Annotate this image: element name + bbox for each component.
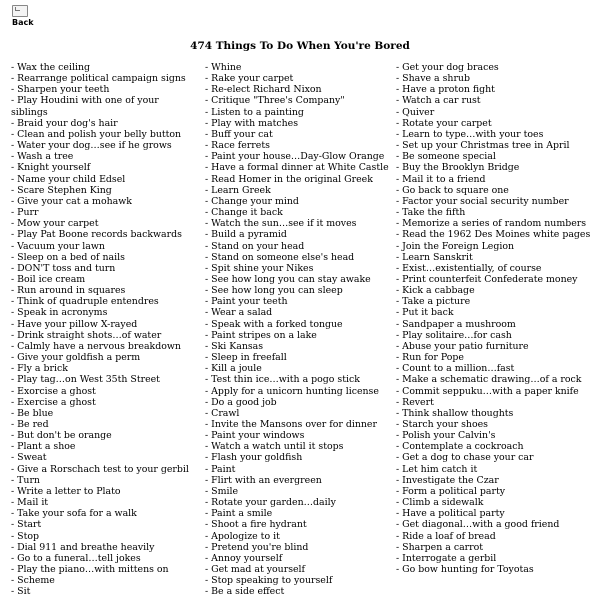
- list-item: - Turn: [11, 474, 40, 486]
- list-item: - Play tag…on West 35th Street: [11, 374, 160, 386]
- list-item: - Sharpen your teeth: [11, 84, 110, 96]
- list-item: - Learn Greek: [205, 184, 271, 196]
- list-item: - Drink straight shots…of water: [11, 329, 162, 341]
- list-item: - Watch the sun…see if it moves: [205, 218, 357, 230]
- list-item: - Kill a joule: [205, 363, 262, 375]
- list-item: - Read the 1962 Des Moines white pages: [396, 229, 591, 241]
- list-item: - Play the piano…with mittens on: [11, 564, 169, 576]
- list-item: - Learn Sanskrit: [396, 251, 473, 263]
- list-item: - Starch your shoes: [396, 419, 488, 430]
- list-item: - Apologize to it: [205, 530, 280, 542]
- list-item: - Take your sofa for a walk: [11, 508, 137, 520]
- list-item: - Spit shine your Nikes: [205, 262, 314, 274]
- list-item: - Wash a tree: [11, 151, 74, 163]
- list-item: - Calmly have a nervous breakdown: [11, 340, 181, 352]
- list-item: - Braid your dog's hair: [11, 117, 118, 129]
- list-item: - Race ferrets: [205, 140, 270, 152]
- list-item: - Commit seppuku…with a paper knife: [396, 385, 579, 397]
- list-item: - Speak with a forked tongue: [205, 318, 343, 330]
- list-item: - Exist…existentially, of course: [396, 262, 542, 274]
- list-item: - Stop speaking to yourself: [205, 575, 333, 587]
- list-item: - Get a dog to chase your car: [396, 452, 534, 464]
- list-item: - Mow your carpet: [11, 218, 99, 230]
- list-item: - Whine: [205, 62, 242, 73]
- list-item: - Factor your social security number: [396, 195, 569, 207]
- list-item: - Quiver: [396, 106, 435, 118]
- list-item: - Build a pyramid: [205, 229, 287, 241]
- list-item: - Clean and polish your belly button: [11, 128, 182, 140]
- list-item: - Sandpaper a mushroom: [396, 318, 516, 330]
- list-item: - Flirt with an evergreen: [205, 474, 322, 486]
- list-item: - Mail it: [11, 497, 49, 509]
- list-item: - Purr: [11, 207, 39, 219]
- list-item: - Give your cat a mohawk: [11, 195, 132, 207]
- list-item: - Shave a shrub: [396, 73, 470, 85]
- list-item: - Print counterfeit Confederate money: [396, 273, 578, 285]
- list-item: - Sleep in freefall: [205, 352, 287, 364]
- list-item: - Run around in squares: [11, 285, 126, 297]
- list-item: - Give your goldfish a perm: [11, 352, 141, 364]
- list-item: - Sharpen a carrot: [396, 541, 484, 553]
- list-item: - DON'T toss and turn: [11, 262, 116, 274]
- list-column-3: [396, 62, 596, 575]
- list-item: - Knight yourself: [11, 162, 91, 174]
- back-nav[interactable]: [12, 5, 34, 27]
- list-item: - Be a side effect: [205, 586, 285, 598]
- list-item: - Kick a cabbage: [396, 285, 475, 297]
- list-item: - Watch a car rust: [396, 95, 481, 107]
- list-item: - Re-elect Richard Nixon: [205, 84, 322, 96]
- list-item: - Paint: [205, 463, 236, 475]
- list-item: - Rotate your garden…daily: [205, 497, 336, 509]
- list-item: - Play solitaire…for cash: [396, 329, 512, 341]
- list-item: - Shoot a fire hydrant: [205, 519, 307, 531]
- list-item: - Get diagonal…with a good friend: [396, 519, 560, 531]
- list-item: - Water your dog…see if he grows: [11, 140, 172, 152]
- page-title: 474 Things To Do When You're Bored: [190, 40, 410, 52]
- list-item: - Paint your teeth: [205, 296, 288, 308]
- list-item: - Have a proton fight: [396, 84, 495, 96]
- list-item: - Run for Pope: [396, 352, 464, 364]
- list-item: - Exorcise a ghost: [11, 385, 96, 397]
- list-item: - Stand on someone else's head: [205, 251, 355, 263]
- list-item: - Invite the Mansons over for dinner: [205, 419, 377, 430]
- list-item: - Paint your windows: [205, 430, 305, 442]
- list-item: - Give a Rorschach test to your gerbil: [11, 463, 189, 475]
- list-item: - Get mad at yourself: [205, 564, 306, 576]
- list-item: - Speak in acronyms: [11, 307, 108, 319]
- list-item: - Play Houdini with one of your siblings: [11, 95, 159, 118]
- list-item: - Ride a loaf of bread: [396, 530, 496, 542]
- list-item: - Be red: [11, 419, 49, 430]
- list-item: - Polish your Calvin's: [396, 430, 496, 442]
- list-item: - Scheme: [11, 575, 55, 587]
- list-item: - Critique "Three's Company": [205, 95, 345, 107]
- list-item: - Be someone special: [396, 151, 496, 163]
- list-item: - Stop: [11, 530, 39, 542]
- list-item: - Go bow hunting for Toyotas: [396, 564, 534, 576]
- list-item: - Dial 911 and breathe heavily: [11, 541, 155, 553]
- list-item: - Apply for a unicorn hunting license: [205, 385, 379, 397]
- list-item: - Change your mind: [205, 195, 299, 207]
- list-item: - Investigate the Czar: [396, 474, 499, 486]
- list-item: - Do a good job: [205, 396, 277, 408]
- list-item: - Ski Kansas: [205, 340, 264, 352]
- list-item: - Set up your Christmas tree in April: [396, 140, 570, 152]
- list-item: - Test thin ice…with a pogo stick: [205, 374, 360, 386]
- list-item: - Crawl: [205, 407, 240, 419]
- list-item: - Stand on your head: [205, 240, 305, 252]
- list-item: - Join the Foreign Legion: [396, 240, 515, 252]
- list-item: - See how long you can sleep: [205, 285, 343, 297]
- list-item: - Vacuum your lawn: [11, 240, 105, 252]
- list-item: - Pretend you're blind: [205, 541, 309, 553]
- list-column-2: [205, 62, 390, 598]
- list-item: - Listen to a painting: [205, 106, 304, 118]
- list-item: - Go back to square one: [396, 184, 509, 196]
- list-item: - Have your pillow X-rayed: [11, 318, 138, 330]
- list-item: - Play with matches: [205, 117, 299, 129]
- list-item: - Watch a watch until it stops: [205, 441, 344, 453]
- list-item: - Have a formal dinner at White Castle: [205, 162, 389, 174]
- list-item: - Read Homer in the original Greek: [205, 173, 373, 185]
- list-item: - Play Pat Boone records backwards: [11, 229, 182, 241]
- list-item: - Buy the Brooklyn Bridge: [396, 162, 520, 174]
- list-item: - Put it back: [396, 307, 454, 319]
- list-item: - Wear a salad: [205, 307, 273, 319]
- list-item: - But don't be orange: [11, 430, 112, 442]
- list-item: - Abuse your patio furniture: [396, 340, 529, 352]
- list-item: - Flash your goldfish: [205, 452, 303, 464]
- list-item: - Buff your cat: [205, 128, 273, 140]
- list-item: - Make a schematic drawing…of a rock: [396, 374, 582, 386]
- list-item: - Think of quadruple entendres: [11, 296, 159, 308]
- list-item: - Write a letter to Plato: [11, 485, 121, 497]
- list-item: - Revert: [396, 396, 434, 408]
- back-icon[interactable]: [12, 5, 28, 17]
- list-item: - Start: [11, 519, 42, 531]
- list-item: - Let him catch it: [396, 463, 478, 475]
- list-item: - Sweat: [11, 452, 47, 464]
- list-item: - Rearrange political campaign signs: [11, 73, 186, 85]
- list-item: - Change it back: [205, 207, 283, 219]
- list-item: - Plant a shoe: [11, 441, 76, 453]
- list-item: - Scare Stephen King: [11, 184, 112, 196]
- list-item: - Be blue: [11, 407, 54, 419]
- list-item: - Sit: [11, 586, 31, 598]
- list-item: - Count to a million…fast: [396, 363, 515, 375]
- list-item: - Name your child Edsel: [11, 173, 126, 185]
- list-item: - Learn to type…with your toes: [396, 128, 544, 140]
- list-item: - Fly a brick: [11, 363, 68, 375]
- list-item: - Smile: [205, 485, 239, 497]
- list-item: - Form a political party: [396, 485, 506, 497]
- list-item: - See how long you can stay awake: [205, 273, 371, 285]
- list-item: - Boil ice cream: [11, 273, 86, 285]
- list-item: - Paint a smile: [205, 508, 273, 520]
- list-item: - Annoy yourself: [205, 552, 283, 564]
- list-item: - Think shallow thoughts: [396, 407, 514, 419]
- list-item: - Have a political party: [396, 508, 505, 520]
- list-item: - Take the fifth: [396, 207, 466, 219]
- list-item: - Paint stripes on a lake: [205, 329, 317, 341]
- list-item: - Climb a sidewalk: [396, 497, 484, 509]
- list-item: - Mail it to a friend: [396, 173, 486, 185]
- list-item: - Take a picture: [396, 296, 471, 308]
- list-item: - Get your dog braces: [396, 62, 499, 73]
- list-item: - Exercise a ghost: [11, 396, 96, 408]
- list-item: - Paint your house…Day-Glow Orange: [205, 151, 385, 163]
- list-item: - Wax the ceiling: [11, 62, 90, 73]
- list-item: - Interrogate a gerbil: [396, 552, 497, 564]
- list-item: - Rotate your carpet: [396, 117, 492, 129]
- back-link[interactable]: Back: [12, 18, 34, 27]
- list-item: - Memorize a series of random numbers: [396, 218, 587, 230]
- list-column-1: [11, 62, 196, 598]
- list-item: - Contemplate a cockroach: [396, 441, 524, 453]
- list-item: - Sleep on a bed of nails: [11, 251, 125, 263]
- list-item: - Go to a funeral…tell jokes: [11, 552, 141, 564]
- list-item: - Rake your carpet: [205, 73, 294, 85]
